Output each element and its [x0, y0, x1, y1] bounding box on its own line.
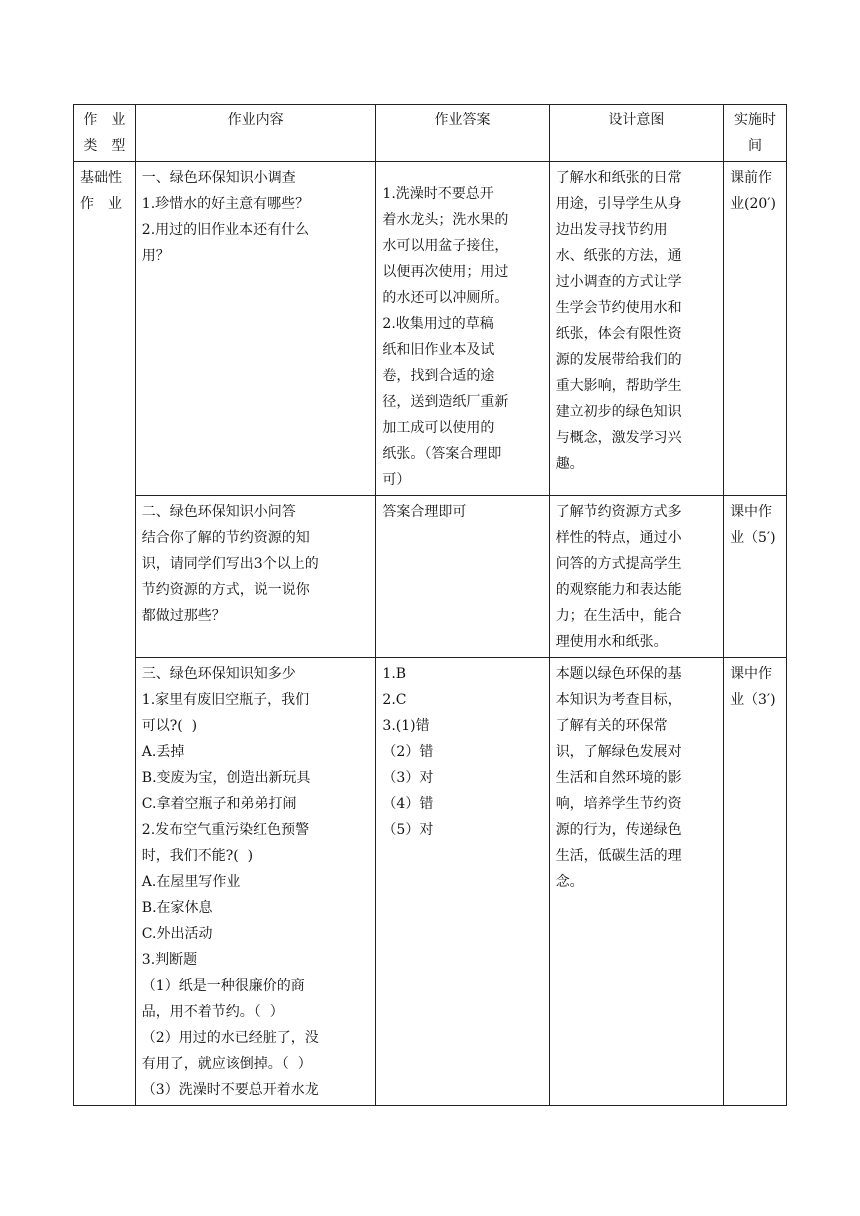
text-line: A.丢掉 [141, 744, 185, 760]
text-line: 径，送到造纸厂重新 [382, 394, 509, 410]
answer-cell [376, 496, 549, 658]
text-line: 纸张，体会有限性资 [555, 326, 682, 342]
text-line: 水、纸张的方法，通 [555, 248, 682, 264]
text-line: 2.收集用过的草稿 [382, 316, 494, 332]
text-line: 的水还可以冲厕所。 [382, 290, 509, 306]
header-time-line1: 实施时 [734, 112, 777, 128]
time-cell [724, 496, 787, 658]
answer-cell [376, 162, 549, 496]
text-line: 源的发展带给我们的 [555, 352, 682, 368]
design-cell [549, 162, 723, 496]
text-line: 课中作 [730, 666, 773, 682]
text-line: （3）对 [382, 770, 434, 786]
text-line: 了解水和纸张的日常 [555, 170, 682, 186]
text-line: 生活和自然环境的影 [555, 770, 682, 786]
design-cell [549, 658, 723, 1106]
text-line: 有用了，就应该倒掉。（ ） [141, 1056, 312, 1072]
text-line: 业（5′) [730, 530, 776, 546]
text-line: （2）用过的水已经脏了，没 [141, 1030, 319, 1046]
text-line: C.外出活动 [141, 926, 213, 942]
homework-table [73, 104, 787, 1106]
text-line: （4）错 [382, 796, 434, 812]
text-line: 问答的方式提高学生 [555, 556, 682, 572]
text-line: 3.判断题 [141, 952, 198, 968]
content-cell [135, 496, 376, 658]
text-line: 三、绿色环保知识知多少 [141, 666, 296, 682]
text-line: 结合你了解的节约资源的知 [141, 530, 310, 546]
text-line: 了解有关的环保常 [555, 718, 668, 734]
text-line: 二、绿色环保知识小问答 [141, 504, 296, 520]
text-line: 源的行为，传递绿色 [555, 822, 682, 838]
text-line: 课前作 [730, 170, 773, 186]
text-line: 本题以绿色环保的基 [555, 666, 682, 682]
answer-cell [376, 658, 549, 1106]
text-line: B.变废为宝，创造出新玩具 [141, 770, 311, 786]
text-line: （2）错 [382, 744, 434, 760]
text-line: 本知识为考查目标， [555, 692, 682, 708]
text-line: 1.珍惜水的好主意有哪些？ [141, 196, 310, 212]
text-line: 理使用水和纸张。 [555, 634, 668, 650]
text-line: A.在屋里写作业 [141, 874, 241, 890]
time-cell [724, 162, 787, 496]
text-line: 用途，引导学生从身 [555, 196, 682, 212]
text-line: 的观察能力和表达能 [555, 582, 682, 598]
text-line: 过小调查的方式让学 [555, 274, 682, 290]
text-line: （5）对 [382, 822, 434, 838]
text-line: B.在家休息 [141, 900, 213, 916]
text-line: 响，培养学生节约资 [555, 796, 682, 812]
header-answer: 作业答案 [376, 105, 549, 162]
text-line: 1.家里有废旧空瓶子，我们 [141, 692, 310, 708]
header-type-line1: 作 业 [83, 112, 126, 128]
text-line: 水可以用盆子接住， [382, 238, 509, 254]
text-line: 用？ [141, 248, 170, 264]
table-row [74, 496, 787, 658]
text-line: 重大影响，帮助学生 [555, 378, 682, 394]
text-line: 纸和旧作业本及试 [382, 342, 495, 358]
design-cell [549, 496, 723, 658]
header-type-line2: 类 型 [83, 138, 126, 154]
text-line: 节约资源的方式，说一说你 [141, 582, 310, 598]
text-line: 识，了解绿色发展对 [555, 744, 682, 760]
header-design: 设计意图 [549, 105, 723, 162]
text-line: （3）洗澡时不要总开着水龙 [141, 1082, 319, 1098]
text-line: 课中作 [730, 504, 773, 520]
header-type [74, 105, 136, 162]
table-row [74, 162, 787, 496]
text-line: 加工成可以使用的 [382, 420, 495, 436]
text-line: 2.C [382, 692, 407, 708]
content-cell [135, 658, 376, 1106]
text-line: 答案合理即可 [382, 504, 467, 520]
text-line: 卷，找到合适的途 [382, 368, 495, 384]
text-line: 边出发寻找节约用 [555, 222, 668, 238]
time-cell [724, 658, 787, 1106]
text-line: 可） [382, 472, 411, 488]
text-line: 着水龙头；洗水果的 [382, 212, 509, 228]
text-line: 一、绿色环保知识小调查 [141, 170, 296, 186]
text-line: 识，请同学们写出3个以上的 [141, 556, 319, 572]
text-line: 力；在生活中，能合 [555, 608, 682, 624]
text-line: 业（3′) [730, 692, 776, 708]
text-line: 建立初步的绿色知识 [555, 404, 682, 420]
text-line: 生活，低碳生活的理 [555, 848, 682, 864]
text-line: 1.B [382, 666, 407, 682]
text-line: 都做过那些？ [141, 608, 226, 624]
text-line: 纸张。（答案合理即 [382, 446, 502, 462]
text-line: 念。 [555, 874, 584, 890]
text-line: 样性的特点，通过小 [555, 530, 682, 546]
header-row [74, 105, 787, 162]
category-cell [74, 162, 136, 1106]
text-line: 1.洗澡时不要总开 [382, 186, 494, 202]
text-line: 以便再次使用；用过 [382, 264, 509, 280]
header-time-line2: 间 [748, 138, 763, 154]
text-line: （1）纸是一种很廉价的商 [141, 978, 305, 994]
table-row [74, 658, 787, 1106]
header-time [724, 105, 787, 162]
text-line: 趣。 [555, 456, 584, 472]
text-line: C.拿着空瓶子和弟弟打闹 [141, 796, 297, 812]
category-line1: 基础性 [80, 170, 122, 186]
text-line: 业(20′) [730, 196, 776, 212]
text-line: 生学会节约使用水和 [555, 300, 682, 316]
text-line: 了解节约资源方式多 [555, 504, 682, 520]
text-line: 可以?( ) [141, 718, 198, 734]
category-line2: 作 业 [80, 196, 122, 212]
text-line: 3.(1)错 [382, 718, 430, 734]
text-line: 时，我们不能?( ) [141, 848, 254, 864]
header-content: 作业内容 [135, 105, 376, 162]
text-line: 2.发布空气重污染红色预警 [141, 822, 310, 838]
text-line: 品，用不着节约。（ ） [141, 1004, 284, 1020]
content-cell [135, 162, 376, 496]
text-line: 与概念，激发学习兴 [555, 430, 682, 446]
text-line: 2.用过的旧作业本还有什么 [141, 222, 310, 238]
